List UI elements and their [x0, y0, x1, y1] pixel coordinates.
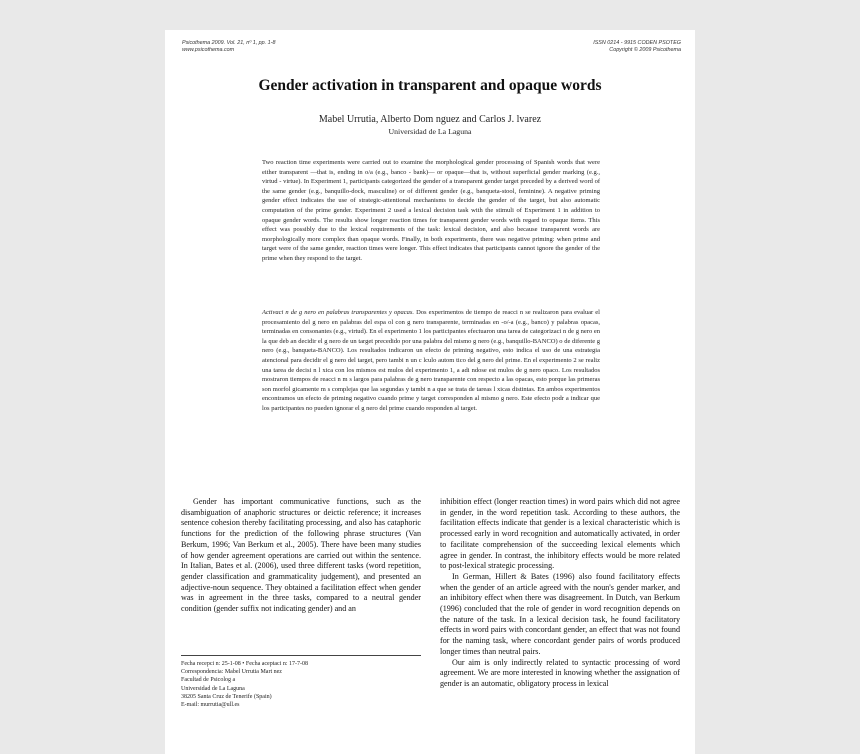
footnote-faculty: Facultad de Psicolog a [181, 677, 236, 684]
paper-authors: Mabel Urrutia, Alberto Dom nguez and Carlos J. lvarez [318, 114, 542, 125]
body-column-left [181, 497, 421, 615]
footnote-divider [181, 655, 421, 656]
abstract-spanish [262, 308, 600, 414]
footnote-address: 38205 Santa Cruz de Tenerife (Spain) [181, 693, 272, 700]
abstract-spanish-title: Activaci n de g nero en palabras transparentes y opacas. [262, 309, 415, 316]
body-paragraph: In German, Hillert & Bates (1996) also found facilitatory effects when the gender of an article agreed with the noun's gender marker, and an inhibitory effect when there was disagreement. In Dutch, van Berkum (1996) concluded that the role of gender in word recognition depends on the nature of the task. In a lexical decision task, he found facilitatory effects in word pairs with concordant gender, an effect that was not found for the naming task, where concordant gender pairs of words produced longer times than neutral pairs. [440, 571, 680, 656]
body-paragraph: inhibition effect (longer reaction times) in word pairs which did not agree in gender, in the word repetition task. According to these authors, the facilitation effects indicate that gender is a lexical characteristic which is processed early in word recognition and automatically activated, in order to facilitate comprehension of the succeeding lexical elements which agree in gender. In contrast, the inhibitory effects would be more related to post-lexical strategic processing. [440, 497, 680, 571]
journal-header-left [182, 40, 275, 54]
journal-header-right [593, 40, 681, 54]
body-paragraph: Our aim is only indirectly related to syntactic processing of word agreement. We are more interested in knowing whether the assignation of gender is an automatic, obligatory process in lexical [440, 657, 680, 688]
journal-website: www.psicothema.com [182, 47, 235, 53]
footnote-university: Universidad de La Laguna [181, 685, 245, 692]
abstract-english: Two reaction time experiments were carried out to examine the morphological gender processing of Spanish words that were either transparent —that is, ending in o/a (e.g., banco - bank)— or opaque—that is, without superficial gender marking (e.g., virtud - virtue). In Experiment 1, participants categorized the gender of a transparent gender target preceded by a derived word of the same gender (e.g., banquillo-dock, masculine) or of different gender (e.g., banqueta-stool, feminine). A negative priming gender effect indicates the use of strategic-attentional mechanisms to decide the gender of the target, but also automatic computation of the prime gender. Experiment 2 used a lexical decision task with the stimuli of Experiment 1 in addition to opaque gender words. The results show longer reaction times for transparent gender words with regard to opaque items. This effect was possibly due to the lexical requirements of the task: lexical decision, and also because transparent words are morphologically more complex than opaque words. Finally, in both experiments, there was negative priming: when prime and target were of the same gender, reaction times were longer. This effect indicates that participants cannot ignore the gender of the prime when they respond to the target. [262, 159, 600, 262]
body-column-right [440, 497, 680, 690]
journal-copyright: Copyright © 2009 Psicothema [609, 47, 681, 53]
footnote [181, 660, 421, 709]
footnote-dates: Fecha recepci n: 25-1-08 • Fecha aceptaci n: 17-7-08 [181, 661, 309, 667]
paper-affiliation: Universidad de La Laguna [388, 127, 472, 136]
body-paragraph: Gender has important communicative functions, such as the disambiguation of anaphoric structures or deictic reference; it increases sentence cohesion thereby facilitating processing, and also has cataphoric functions for the prediction of the following phrase structures (Van Berkum, 1996; Van Berkum et al., 2005). There have been many studies of how gender agreement operations are carried out within the sentence. In Italian, Bates et al. (2006), used three different tasks (word repetition, gender classification and grammaticality judgement), and presented an adjective-noun sequence. They obtained a facilitation effect when gender was in agreement in the three tasks, compared to a neutral gender condition (gender suffix not indicating gender) and an [181, 497, 421, 614]
abstract-spanish-body: Dos experimentos de tiempo de reacci n se realizaron para evaluar el procesamiento del g nero en palabras del espa ol con g nero transparente, terminadas en -o/-a (e.g., banco) y palabras opacas, terminadas en consonantes (e.g., virtud). En el experimento 1 los participantes efectuaron una tarea de categorizaci n de g nero en la que deb an decidir el g nero de un target precedido por una palabra del mismo g nero (e.g., banquillo-BANCO) o de diferente g nero (e.g., banqueta-BANCO). Los resultados indicaron un efecto de priming negativo, esto indica el uso de una estrategia atencional para decidir el g nero del target, pero tambi n un c lculo autom tico del g nero del prime. En el experimento 2 se realiz una tarea de decisi n l xica con los mismos est mulos del experimento 1, a adi ndose est mulos de g nero opaco. Los resultados mostraron tiempos de reacci n m s largos para palabras de g nero transparente con respecto a las opacas, esto porque las primeras son morfol gicamente m s complejas que las segundas y tambi n a que se trata de tareas l xicas distintas. En ambos experimentos encontramos un efecto de priming negativo cuando prime y target corresponden al mismo g nero. Este efecto podr a indicar que los participantes no pueden ignorar el g nero del prime cuando responden al target. [262, 309, 600, 412]
footnote-correspondence: Correspondencia: Mabel Urrutia Mart nez [181, 669, 282, 676]
journal-issn: ISSN 0214 - 9915 CODEN PSOTEG [593, 40, 681, 46]
paper-page [165, 30, 695, 754]
paper-title: Gender activation in transparent and opaque words [258, 77, 602, 94]
journal-citation: Psicothema 2009. Vol. 21, nº 1, pp. 1-8 [182, 40, 276, 46]
footnote-email: E-mail: murrutia@ull.es [181, 702, 240, 709]
